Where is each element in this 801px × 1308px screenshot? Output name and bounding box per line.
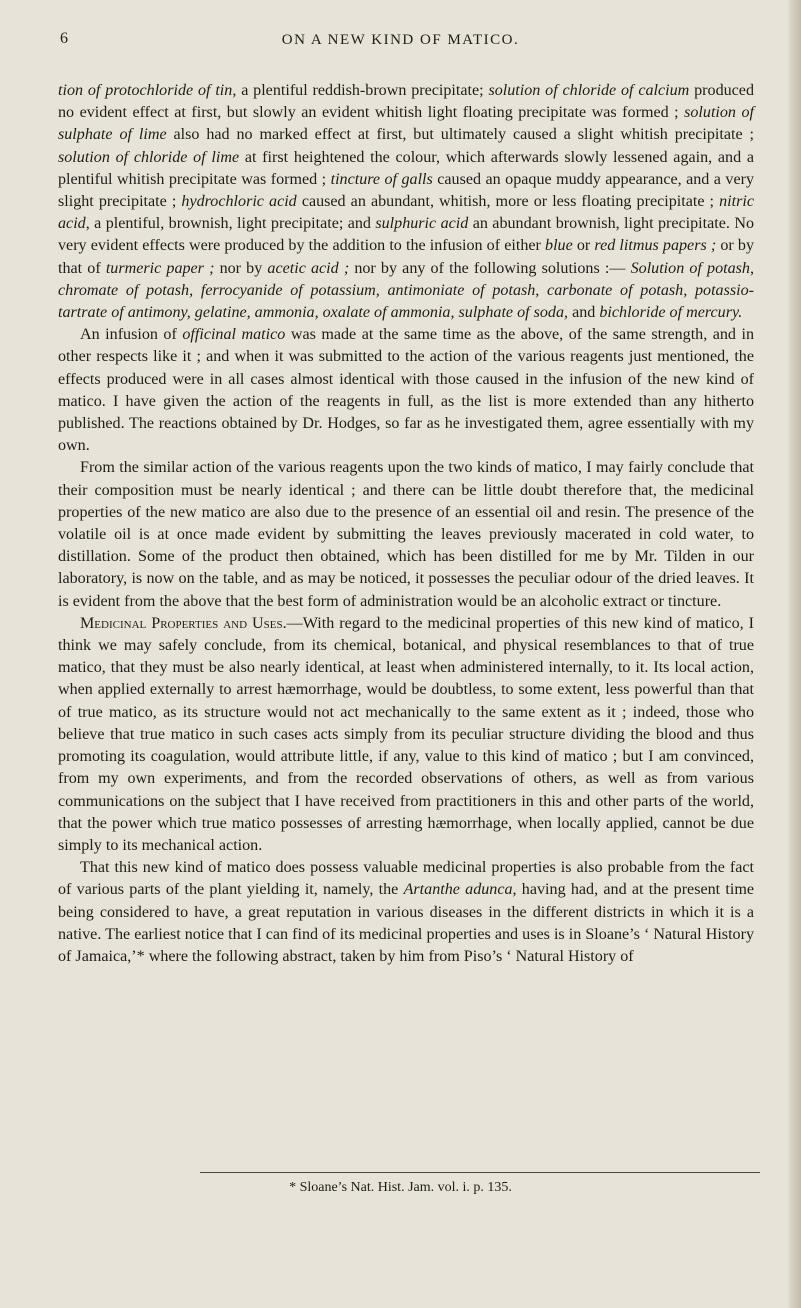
paragraph bbox=[58, 457, 754, 612]
text-run: An infusion of bbox=[80, 326, 183, 344]
paragraph bbox=[58, 613, 754, 857]
text-run: or by that of bbox=[58, 237, 754, 277]
text-run: or bbox=[572, 237, 595, 255]
text-run: nor by any of the following solutions :— bbox=[349, 259, 631, 277]
page-number: 6 bbox=[60, 30, 68, 47]
italic-run: sulphuric acid bbox=[375, 215, 469, 233]
footnote-rule bbox=[200, 1172, 760, 1173]
text-run: , having had, and at the present time being considered to have, a great reputation in various diseases in the different districts in which it is a native. The earliest notice that I can find of its medicinal properties and uses is in Sloane’s ‘ Natural History of Jamaica,’* where the following abstract, taken by him from Piso’s ‘ Natural History of bbox=[58, 881, 754, 965]
text-run: and bbox=[568, 304, 600, 322]
running-head: ON A NEW KIND OF MATICO. bbox=[281, 32, 520, 48]
italic-run: tion of protochloride of tin bbox=[58, 82, 233, 99]
italic-run: Artanthe adunca bbox=[403, 881, 513, 899]
text-run: , a plentiful, brownish, light precipitate; and bbox=[85, 215, 376, 233]
text-run: , a plentiful reddish-brown precipitate; bbox=[232, 82, 489, 99]
text-run: —With regard to the medicinal properties of this new kind of matico, I think we may safely conclude, from its chemical, botanical, and physical resemblances to that of true matico, that they must be also nearly identical, at least when administered internally, to it. Its local action, when applied externally to arrest hæmorrhage, would be doubtless, to some extent, less powerful than that of true matico, as its structure would not act mechanically to the same extent as it ; indeed, those who believe that true matico in such cases acts simply from its peculiar structure dividing the blood and thus promoting its coagulation, would attribute little, if any, value to this kind of matico ; but I am convinced, from my own experiments, and from the recorded observations of others, as well as from various communications on the subject that I have received from practitioners in this and other parts of the world, that the power which true matico possesses of arresting hæmorrhage, when locally applied, cannot be due simply to its mechanical action. bbox=[58, 614, 754, 854]
italic-run: solution of chloride of lime bbox=[58, 148, 240, 166]
italic-run: hydrochloric acid bbox=[181, 193, 297, 211]
paragraph bbox=[58, 857, 754, 968]
text-run: also had no marked effect at first, but ultimately caused a slight whitish precipitate ; bbox=[166, 126, 754, 144]
italic-run: tincture of galls bbox=[330, 170, 433, 188]
italic-run: Solution of potash, chromate of potash, ferrocyanide of potassium, antimoniate of potash, carbonate of potash, potassio-tartrate of antimony, gelatine, ammonia, oxalate of ammonia, sulphate of soda, bbox=[58, 259, 754, 322]
text-run: was made at the same time as the above, of the same strength, and in other respects like it ; and when it was submitted to the action of the various reagents just mentioned, the effects produced were in all cases almost identical with those caused in the infusion of the new kind of matico. I have given the action of the reagents in full, as the list is more extended than any hitherto published. The reactions obtained by Dr. Hodges, so far as he investigated them, agree essentially with my own. bbox=[58, 326, 755, 455]
text-run: That this new kind of matico does possess valuable medicinal properties is also probable from the fact of various parts of the plant yielding it, namely, the bbox=[58, 859, 754, 899]
italic-run: solution of sulphate of lime bbox=[58, 104, 754, 144]
text-run: caused an opaque muddy appearance, and a very slight precipitate ; bbox=[58, 170, 755, 211]
italic-run: turmeric paper ; bbox=[105, 259, 215, 277]
text-run: produced no evident effect at first, but slowly an evident whitish light floating precipitate was formed ; bbox=[58, 82, 754, 122]
italic-run: acetic acid ; bbox=[267, 259, 350, 277]
text-run: nor by bbox=[214, 259, 268, 277]
text-run: at first heightened the colour, which afterwards slowly lessened again, and a plentiful whitish precipitate was formed ; bbox=[58, 148, 754, 188]
paragraph bbox=[58, 80, 754, 324]
italic-run: bichloride of mercury. bbox=[599, 304, 743, 322]
paragraph bbox=[58, 324, 754, 457]
text-run: From the similar action of the various reagents upon the two kinds of matico, I may fairly conclude that their composition must be nearly identical ; and there can be little doubt therefore that, the medicinal properties of the new matico are also due to the presence of an essential oil and resin. The presence of the volatile oil is at once made evident by submitting the leaves previously macerated in cold water, to distillation. Some of the product then obtained, which has been distilled for me by Mr. Tilden in our laboratory, is now on the table, and as may be noticed, it possesses the peculiar odour of the dried leaves. It is evident from the above that the best form of administration would be an alcoholic extract or tincture. bbox=[58, 459, 754, 610]
italic-run: officinal matico bbox=[182, 326, 286, 344]
italic-run: solution of chloride of calcium bbox=[488, 82, 690, 99]
body-text bbox=[58, 80, 754, 968]
text-run: caused an abundant, whitish, more or less floating precipitate ; bbox=[296, 193, 720, 211]
footnote: * Sloane’s Nat. Hist. Jam. vol. i. p. 135. bbox=[289, 1180, 512, 1195]
italic-run: blue bbox=[545, 237, 573, 255]
italic-run: nitric acid bbox=[58, 193, 754, 233]
page-header bbox=[0, 30, 801, 54]
page-edge-shadow bbox=[787, 0, 801, 1308]
italic-run: red litmus papers ; bbox=[594, 237, 717, 255]
section-heading: Medicinal Properties and Uses. bbox=[80, 614, 287, 632]
text-run: an abundant brownish, light precipitate. No very evident effects were produced by the addition to the infusion of either bbox=[58, 215, 754, 255]
